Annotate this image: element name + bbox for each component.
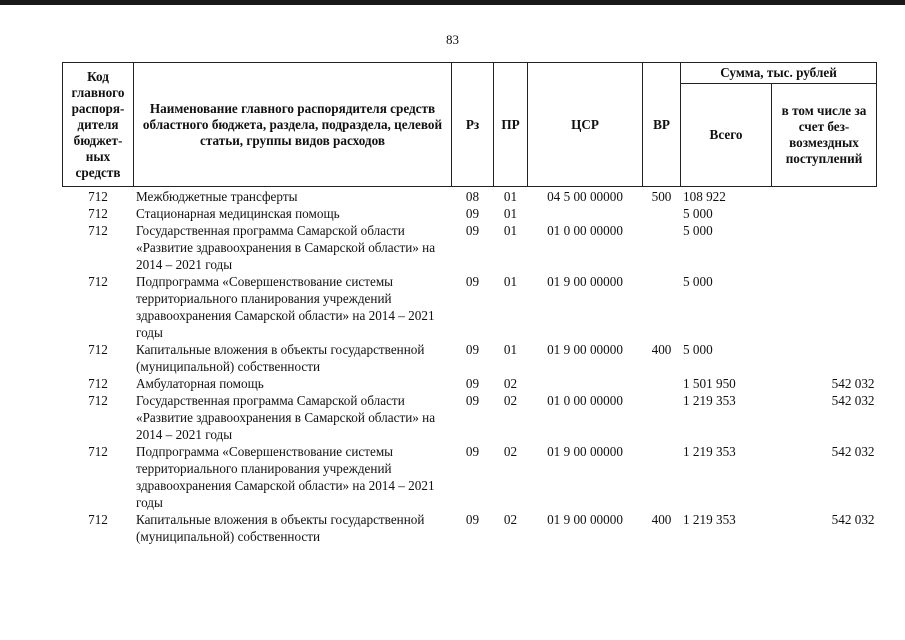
cell-pr: 02 <box>503 376 518 391</box>
cell-rz: 08 <box>465 189 480 204</box>
cell-name: Амбулаторная помощь <box>136 376 264 391</box>
cell-csr: 01 9 00 00000 <box>547 444 623 459</box>
cell-vr: 400 <box>651 342 672 357</box>
header-name: Наименование главного распорядителя средств областного бюджета, раздела, подраздела, целевой статьи, группы видов расходов <box>134 63 452 187</box>
cell-grant <box>772 341 877 375</box>
cell-total: 1 219 353 <box>683 512 736 527</box>
cell-code: 712 <box>88 206 108 221</box>
header-pr: ПР <box>494 63 528 187</box>
cell-code: 712 <box>88 274 108 289</box>
cell-code: 712 <box>88 512 108 527</box>
top-rule <box>0 0 905 5</box>
cell-grant: 542 032 <box>831 393 875 408</box>
cell-vr <box>643 273 681 341</box>
cell-pr: 01 <box>503 274 518 289</box>
table-row <box>63 375 877 392</box>
table-row <box>63 443 877 511</box>
budget-table <box>62 62 877 545</box>
cell-name: Подпрограмма «Совершенствование системы территориального планирования учреждений здравоохранения Самарской области» на 2014 – 2021 годы <box>136 444 435 510</box>
table-row <box>63 511 877 545</box>
header-vr: ВР <box>643 63 681 187</box>
cell-csr: 01 9 00 00000 <box>547 342 623 357</box>
cell-total: 5 000 <box>683 223 713 238</box>
cell-total: 108 922 <box>683 189 726 204</box>
cell-name: Подпрограмма «Совершенствование системы территориального планирования учреждений здравоохранения Самарской области» на 2014 – 2021 годы <box>136 274 435 340</box>
cell-code: 712 <box>88 342 108 357</box>
cell-pr: 02 <box>503 512 518 527</box>
cell-csr <box>528 375 643 392</box>
cell-pr: 01 <box>503 189 518 204</box>
cell-pr: 01 <box>503 223 518 238</box>
header-code: Код главного распоря-дителя бюджет-ных средств <box>63 63 134 187</box>
cell-grant <box>772 222 877 273</box>
cell-code: 712 <box>88 393 108 408</box>
cell-grant <box>772 187 877 206</box>
cell-code: 712 <box>88 189 108 204</box>
cell-vr: 500 <box>651 189 672 204</box>
table-row <box>63 392 877 443</box>
header-grant: в том числе за счет без-возмездных поступлений <box>772 84 877 187</box>
cell-vr <box>643 392 681 443</box>
table-row <box>63 222 877 273</box>
table-header <box>63 63 877 187</box>
cell-pr: 01 <box>503 342 518 357</box>
cell-total: 5 000 <box>683 342 713 357</box>
table-row <box>63 273 877 341</box>
cell-name: Межбюджетные трансферты <box>136 189 298 204</box>
cell-name: Стационарная медицинская помощь <box>136 206 340 221</box>
cell-csr: 01 0 00 00000 <box>547 223 623 238</box>
table-row <box>63 341 877 375</box>
cell-code: 712 <box>88 444 108 459</box>
cell-pr: 02 <box>503 393 518 408</box>
cell-name: Государственная программа Самарской области «Развитие здравоохранения в Самарской области» на 2014 – 2021 годы <box>136 223 436 272</box>
cell-csr: 01 9 00 00000 <box>547 274 623 289</box>
cell-total: 5 000 <box>683 274 713 289</box>
header-rz: Рз <box>452 63 494 187</box>
cell-name: Капитальные вложения в объекты государственной (муниципальной) собственности <box>136 512 425 544</box>
cell-code: 712 <box>88 376 108 391</box>
table-row <box>63 187 877 206</box>
cell-rz: 09 <box>465 342 480 357</box>
cell-csr: 04 5 00 00000 <box>547 189 623 204</box>
cell-rz: 09 <box>465 444 480 459</box>
cell-vr <box>643 222 681 273</box>
cell-vr <box>643 205 681 222</box>
cell-name: Государственная программа Самарской области «Развитие здравоохранения в Самарской области» на 2014 – 2021 годы <box>136 393 436 442</box>
cell-rz: 09 <box>465 393 480 408</box>
cell-rz: 09 <box>465 206 480 221</box>
cell-rz: 09 <box>465 274 480 289</box>
cell-pr: 02 <box>503 444 518 459</box>
cell-code: 712 <box>88 223 108 238</box>
cell-vr <box>643 443 681 511</box>
header-total: Всего <box>681 84 772 187</box>
cell-total: 1 219 353 <box>683 393 736 408</box>
header-csr: ЦСР <box>528 63 643 187</box>
header-sum: Сумма, тыс. рублей <box>681 63 877 84</box>
cell-grant <box>772 205 877 222</box>
cell-grant: 542 032 <box>831 444 875 459</box>
cell-total: 1 501 950 <box>683 376 736 391</box>
cell-csr: 01 0 00 00000 <box>547 393 623 408</box>
cell-grant: 542 032 <box>831 512 875 527</box>
cell-csr <box>528 205 643 222</box>
table-row <box>63 205 877 222</box>
table-body <box>63 187 877 546</box>
cell-grant: 542 032 <box>831 376 875 391</box>
cell-total: 5 000 <box>683 206 713 221</box>
cell-rz: 09 <box>465 512 480 527</box>
cell-vr <box>643 375 681 392</box>
cell-grant <box>772 273 877 341</box>
page-number: 83 <box>446 32 459 47</box>
cell-pr: 01 <box>503 206 518 221</box>
cell-name: Капитальные вложения в объекты государственной (муниципальной) собственности <box>136 342 425 374</box>
cell-rz: 09 <box>465 223 480 238</box>
cell-rz: 09 <box>465 376 480 391</box>
cell-total: 1 219 353 <box>683 444 736 459</box>
cell-vr: 400 <box>651 512 672 527</box>
cell-csr: 01 9 00 00000 <box>547 512 623 527</box>
